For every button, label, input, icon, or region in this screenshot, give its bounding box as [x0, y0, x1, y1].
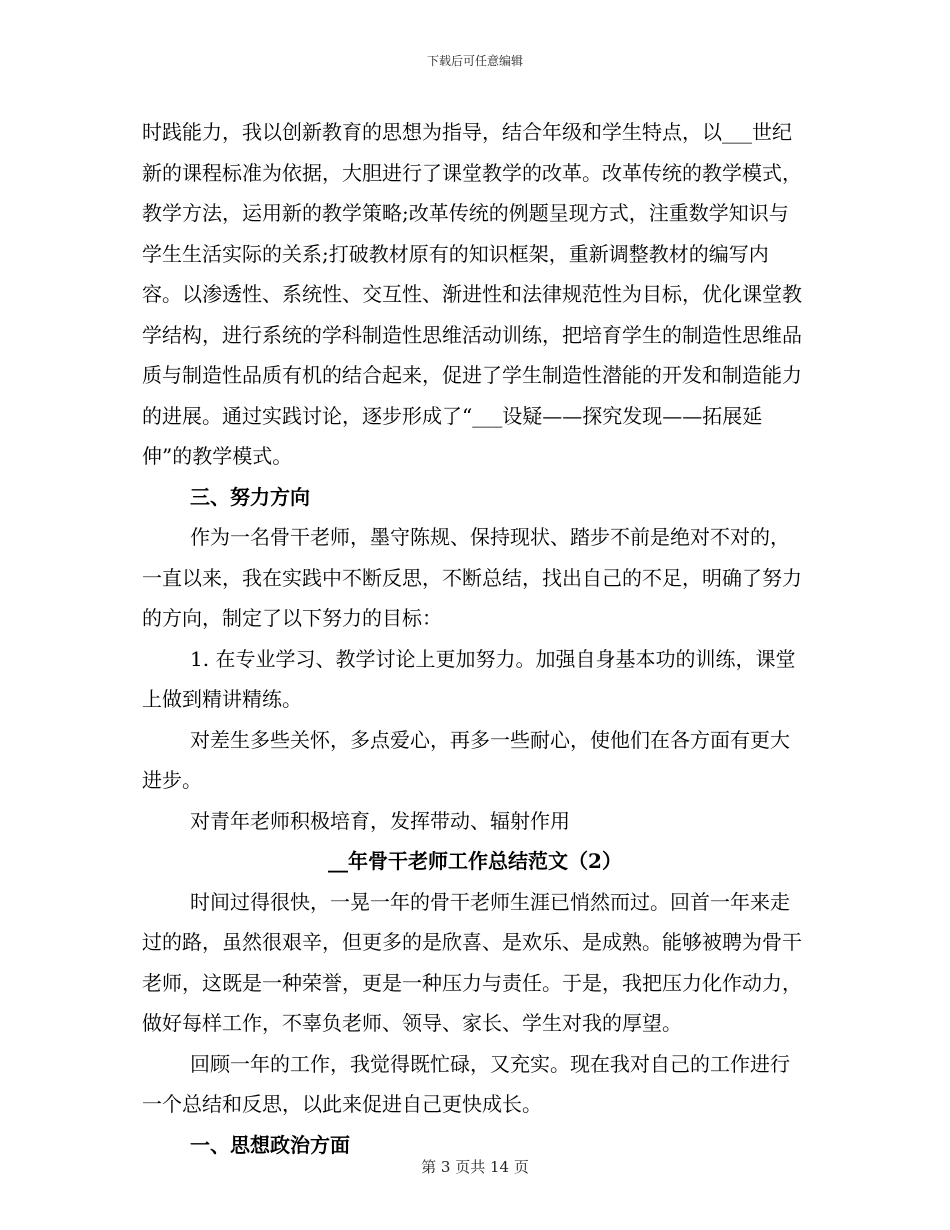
paragraph-continuation: 时践能力，我以创新教育的思想为指导，结合年级和学生特点，以___世纪新的课程标准为依据，大胆进行了课堂教学的改革。改革传统的教学模式，教学方法，运用新的教学策略;改革传统的例题呈现方式，注重数学知识与学生生活实际的关系;打破教材原有的知识框架，重新调整教材的编写内容。以渗透性、系统性、交互性、渐进性和法律规范性为目标，优化课堂教学结构，进行系统的学科制造性思维活动训练，把培育学生的制造性思维品质与制造性品质有机的结合起来，促进了学生制造性潜能的开发和制造能力的进展。通过实践讨论，逐步形成了“___设疑——探究发现——拓展延伸”的教学模式。: [142, 120, 802, 468]
section-heading-effort-direction: 三、努力方向: [190, 484, 310, 509]
paragraph-intro: 时间过得很快，一晃一年的骨干老师生涯已悄然而过。回首一年来走过的路，虽然很艰辛，但更多的是欣喜、是欢乐、是成熟。能够被聘为骨干老师，这既是一种荣誉，更是一种压力与责任。于是，我把压力化作动力，做好每样工作，不辜负老师、领导、家长、学生对我的厚望。: [142, 889, 802, 1035]
paragraph-goal-3: 对青年老师积极培育，发挥带动、辐射作用: [190, 808, 570, 833]
page-footer: 第 3 页共 14 页: [421, 1158, 529, 1176]
paragraph-review: 回顾一年的工作，我觉得既忙碌，又充实。现在我对自己的工作进行一个总结和反思，以此来促进自己更快成长。: [142, 1051, 790, 1116]
article-title: __年骨干老师工作总结范文（2）: [328, 849, 622, 873]
document-body: [142, 112, 808, 1165]
paragraph-effort-intro: 作为一名骨干老师，墨守陈规、保持现状、踏步不前是绝对不对的，一直以来，我在实践中不断反思，不断总结，找出自己的不足，明确了努力的方向，制定了以下努力的目标：: [142, 525, 802, 630]
paragraph-goal-1: 1. 在专业学习、教学讨论上更加努力。加强自身基本功的训练，课堂上做到精讲精练。: [142, 646, 796, 711]
section-heading-politics: 一、思想政治方面: [190, 1132, 350, 1157]
paragraph-goal-2: 对差生多些关怀，多点爱心，再多一些耐心，使他们在各方面有更大进步。: [142, 727, 790, 792]
page-header: 下载后可任意编辑: [426, 54, 523, 68]
